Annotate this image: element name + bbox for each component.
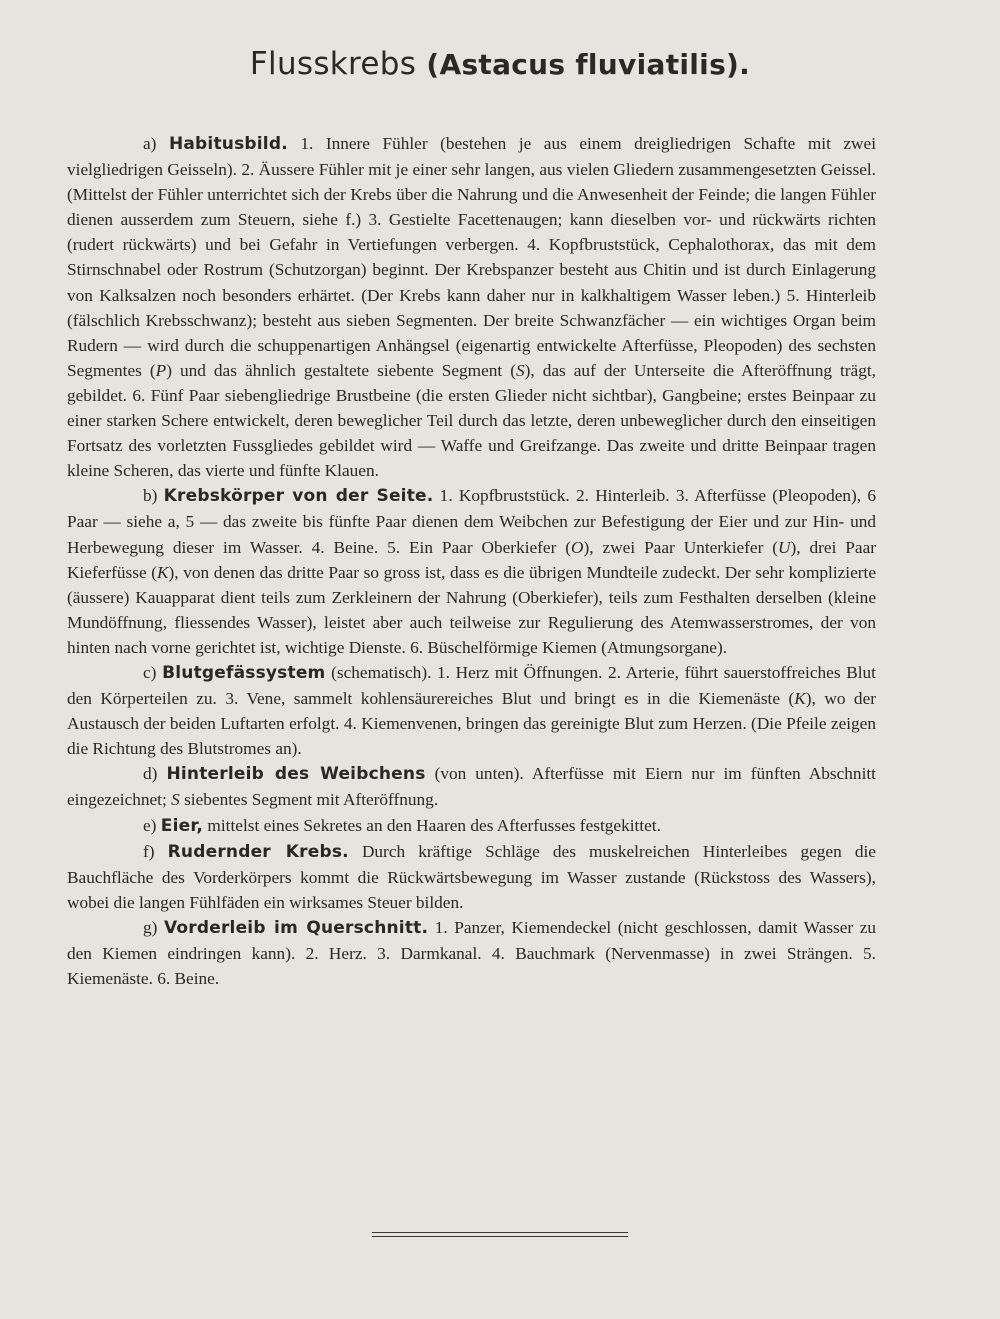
section-d-text: (von unten). Afterfüsse mit Eiern nur im fünften Abschnitt eingezeichnet;: [67, 764, 876, 810]
section-b: [67, 483, 876, 660]
section-e: [67, 813, 876, 839]
section-b-text-3: ), drei Paar Kieferfüsse (: [67, 537, 877, 582]
section-a: [67, 131, 876, 483]
section-c-text: (schematisch). 1. Herz mit Öffnungen. 2. Arterie, führt sauerstoffreiches Blut den Körperteilen zu. 3. Vene, sammelt kohlensäurereiches Blut und bringt es in die Kiemenäste (: [67, 662, 876, 709]
section-c-heading: Blutgefässystem: [162, 662, 326, 683]
section-e-heading: Eier,: [160, 815, 204, 836]
section-f-text: Durch kräftige Schläge des muskelreichen Hinterleibes gegen die Bauchfläche des Vorderkörpers kommt die Rückwärtsbewegung im Wasser zustande (Rückstoss des Wassers), wobei die langen Fühlfäden ein wirksames Steuer bilden.: [67, 841, 876, 912]
section-a-text: 1. Innere Fühler (bestehen je aus einem dreigliedrigen Schafte mit zwei vielgliedrigen Geisseln). 2. Äussere Fühler mit je einer sehr langen, aus vielen Gliedern zusammengesetzten Geissel. (Mittelst der Fühler unterrichtet sich der Krebs über die Nahrung und die Anwesenheit der Feinde; die langen Fühler dienen ausserdem zum Steuern, siehe f.) 3. Gestielte Facettenaugen; kann dieselben vor- und rückwärts richten (rudert rückwärts) und bei Gefahr in Vertiefungen verbergen. 4. Kopfbruststück, Cephalothorax, das mit dem Stirnschnabel oder Rostrum (Schutzorgan) beginnt. Der Krebspanzer besteht aus Chitin und ist durch Einlagerung von Kalksalzen noch besonders erhärtet. (Der Krebs kann daher nur in kalkhaltigem Wasser leben.) 5. Hinterleib (fälschlich Krebsschwanz); besteht aus sieben Segmenten. Der breite Schwanzfächer — ein wichtiges Organ beim Rudern — wird durch die schuppenartigen Anhängsel (eigenartig entwickelte Afterfüsse, Pleopoden) des sechsten Segmentes (: [67, 134, 876, 380]
section-a-text-2: ) und das ähnlich gestaltete siebente Segment (: [166, 360, 516, 380]
section-c-text-2: ), wo der Austausch der beiden Luftarten erfolgt. 4. Kiemenvenen, bringen das gereinigte Blut zum Herzen. (Die Pfeile zeigen die Richtung des Blutstromes an).: [67, 689, 877, 759]
section-d-letter: d): [143, 764, 158, 784]
section-b-text-4: ), von denen das dritte Paar so gross ist, dass es die übrigen Mundteile zudeckt. Der sehr komplizierte (äussere) Kauapparat dient teils zum Zerkleinern der Nahrung (Oberkiefer), teils zum Festhalten derselben (kleine Mundöffnung, fliessendes Wasser), leistet aber auch teilweise zur Regulierung des Atemwasserstromes, der von hinten nach vorne gerichtet ist, wichtige Dienste. 6. Büschelförmige Kiemen (Atmungsorgane).: [67, 562, 876, 657]
section-d-heading: Hinterleib des Weibchens: [166, 764, 426, 785]
section-a-text-3: ), das auf der Unterseite die Afteröffnung trägt, gebildet. 6. Fünf Paar siebengliedrige Brustbeine (die ersten Glieder nicht sichtbar), Gangbeine; erstes Beinpaar zu einer starken Schere entwickelt, deren beweglicher Teil durch das letzte, deren unbeweglicher durch den einseitigen Fortsatz des vorletzten Fussgliedes gebildet wird — Waffe und Greifzange. Das zweite und dritte Beinpaar tragen kleine Scheren, das vierte und fünfte Klauen.: [67, 360, 876, 481]
section-a-heading: Habitusbild.: [168, 134, 288, 154]
section-c: [67, 660, 876, 761]
section-f-heading: Rudernder Krebs.: [167, 841, 349, 862]
section-d-text-2: siebentes Segment mit Afteröffnung.: [179, 790, 439, 810]
section-b-text: 1. Kopfbruststück. 2. Hinterleib. 3. Afterfüsse (Pleopoden), 6 Paar — siehe a, 5 — das zweite bis fünfte Paar dienen dem Weibchen zur Befestigung der Eier und zur Hin- und Herbewegung dieser im Wasser. 4. Beine. 5. Ein Paar Oberkiefer (: [67, 486, 876, 557]
section-c-symbol-k: K: [794, 689, 806, 709]
section-d: [67, 761, 876, 812]
section-b-symbol-u: U: [778, 537, 791, 557]
title-latin-name: (Astacus fluviatilis).: [426, 48, 751, 81]
text-body: [67, 131, 876, 991]
section-b-symbol-k: K: [157, 562, 169, 582]
section-a-symbol-s: S: [515, 360, 525, 380]
title-main: Flusskrebs: [249, 46, 417, 82]
section-g-letter: g): [143, 917, 158, 937]
section-f-letter: f): [143, 841, 155, 861]
section-e-letter: e): [143, 815, 157, 835]
section-e-text: mittelst eines Sekretes an den Haaren des Afterfusses festgekittet.: [207, 815, 661, 835]
section-c-letter: c): [143, 662, 157, 682]
section-b-letter: b): [143, 486, 158, 506]
section-a-letter: a): [143, 134, 157, 153]
section-b-heading: Krebskörper von der Seite.: [163, 486, 434, 507]
section-a-symbol-p: P: [155, 360, 167, 380]
section-b-symbol-o: O: [571, 537, 584, 557]
section-g: [67, 915, 876, 991]
section-b-text-2: ), zwei Paar Unterkiefer (: [583, 537, 779, 557]
closing-double-rule: [372, 1232, 628, 1237]
page-title: [0, 46, 1000, 82]
section-g-heading: Vorderleib im Querschnitt.: [163, 917, 429, 938]
section-d-symbol-s: S: [171, 790, 180, 810]
section-f: [67, 839, 876, 915]
section-g-text: 1. Panzer, Kiemendeckel (nicht geschlossen, damit Wasser zu den Kiemen eindringen kann). 2. Herz. 3. Darmkanal. 4. Bauchmark (Nervenmasse) in zwei Strängen. 5. Kiemenäste. 6. Beine.: [67, 917, 877, 989]
